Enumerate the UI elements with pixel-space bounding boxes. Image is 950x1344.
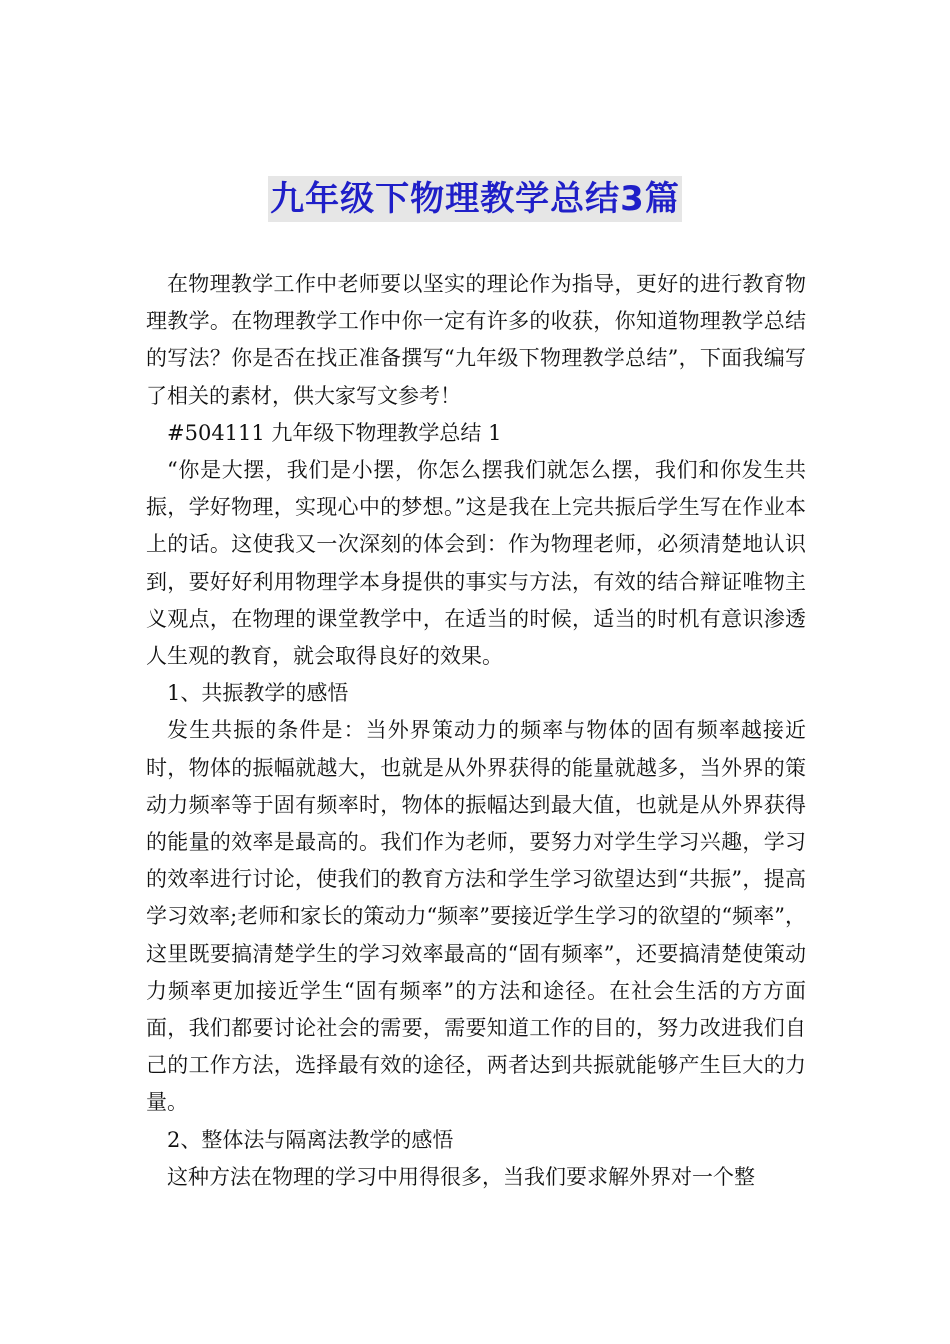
subheading-whole-isolation: 2、整体法与隔离法教学的感悟 xyxy=(167,1127,454,1152)
document-body xyxy=(146,266,806,1196)
title-container xyxy=(0,176,950,222)
intro-paragraph: 在物理教学工作中老师要以坚实的理论作为指导，更好的进行教育物理教学。在物理教学工作中你一定有许多的收获，你知道物理教学总结的写法？你是否在找正准备撰写“九年级下物理教学总结”，下面我编写了相关的素材，供大家写文参考！ xyxy=(146,272,806,408)
body-paragraph: 这种方法在物理的学习中用得很多，当我们要求解外界对一个整 xyxy=(167,1164,755,1189)
subheading-resonance: 1、共振教学的感悟 xyxy=(167,681,349,706)
document-title: 九年级下物理教学总结3篇 xyxy=(268,176,682,222)
body-paragraph: “你是大摆，我们是小摆，你怎么摆我们就怎么摆，我们和你发生共振，学好物理，实现心中的梦想。”这是我在上完共振后学生写在作业本上的话。这使我又一次深刻的体会到：作为物理老师，必须清楚地认识到，要好好利用物理学本身提供的事实与方法，有效的结合辩证唯物主义观点，在物理的课堂教学中，在适当的时候，适当的时机有意识渗透人生观的教育，就会取得良好的效果。 xyxy=(146,458,806,669)
section-heading-1: #504111 九年级下物理教学总结 1 xyxy=(167,420,502,445)
body-paragraph: 发生共振的条件是：当外界策动力的频率与物体的固有频率越接近时，物体的振幅就越大，也就是从外界获得的能量就越多，当外界的策动力频率等于固有频率时，物体的振幅达到最大值，也就是从外界获得的能量的效率是最高的。我们作为老师，要努力对学生学习兴趣，学习的效率进行讨论，使我们的教育方法和学生学习欲望达到“共振”，提高学习效率;老师和家长的策动力“频率”要接近学生学习的欲望的“频率”，这里既要搞清楚学生的学习效率最高的“固有频率”，还要搞清楚使策动力频率更加接近学生“固有频率”的方法和途径。在社会生活的方方面面，我们都要讨论社会的需要，需要知道工作的目的，努力改进我们自己的工作方法，选择最有效的途径，两者达到共振就能够产生巨大的力量。 xyxy=(146,718,806,1115)
